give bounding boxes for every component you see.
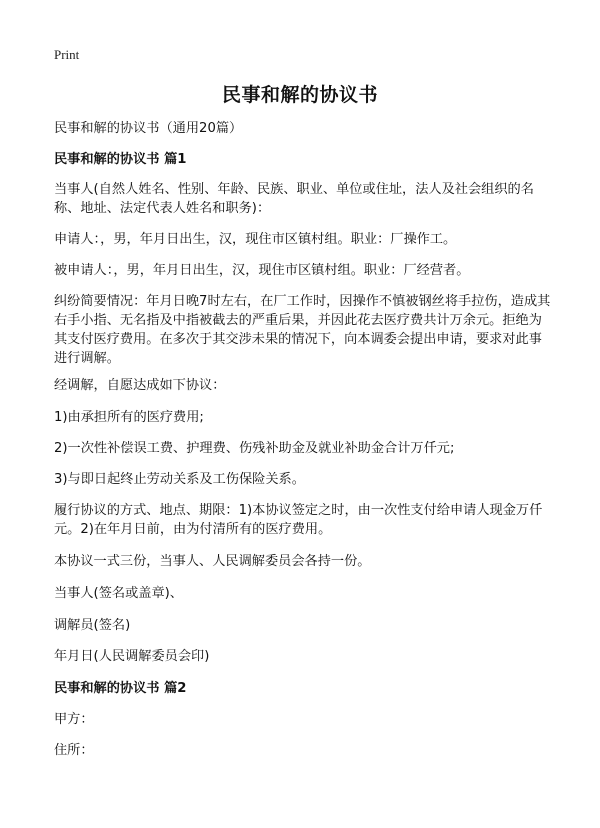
address-field: 住所： [54,743,94,758]
agreement-item-2: 2)一次性补偿误工费、护理费、伤残补助金及就业补助金合计万仟元; [54,441,455,456]
parties-intro: 当事人(自然人姓名、性别、年龄、民族、职业、单位或住址，法人及社会组织的名称、地址、法定代表人姓名和职务)： [54,182,534,216]
party-a-field: 甲方： [54,712,94,727]
agreement-item-3: 3)与即日起终止劳动关系及工伤保险关系。 [54,472,305,487]
respondent-paragraph: 被申请人：，男，年月日出生，汉，现住市区镇村组。职业：厂经营者。 [54,263,470,278]
dispute-paragraph: 纠纷简要情况：年月日晚7时左右，在厂工作时，因操作不慎被钢丝将手拉伤，造成其右手小指、无名指及中指被截去的严重后果，并因此花去医疗费共计万余元。拒绝为其支付医疗费用。在多次于其交涉未果的情况下，向本调委会提出申请，要求对此事进行调解。 [54,294,551,366]
document-subtitle: 民事和解的协议书（通用20篇） [54,121,243,136]
section-heading-1: 民事和解的协议书 篇1 [54,152,187,167]
print-link[interactable]: Print [54,47,80,62]
copies-paragraph: 本协议一式三份，当事人、人民调解委员会各持一份。 [54,554,371,569]
signature-parties: 当事人(签名或盖章)、 [54,586,183,601]
signature-mediator: 调解员(签名) [54,618,131,633]
applicant-paragraph: 申请人：，男，年月日出生，汉，现住市区镇村组。职业：厂操作工。 [54,232,457,247]
agreement-intro: 经调解，自愿达成如下协议： [54,378,226,393]
signature-date: 年月日(人民调解委员会印) [54,649,210,664]
agreement-item-1: 1)由承担所有的医疗费用; [54,410,204,425]
performance-paragraph: 履行协议的方式、地点、期限：1)本协议签定之时，由一次性支付给申请人现金万仟元。2)在年月日前，由为付清所有的医疗费用。 [54,503,543,537]
page-title: 民事和解的协议书 [221,84,378,106]
section-heading-2: 民事和解的协议书 篇2 [54,681,187,696]
